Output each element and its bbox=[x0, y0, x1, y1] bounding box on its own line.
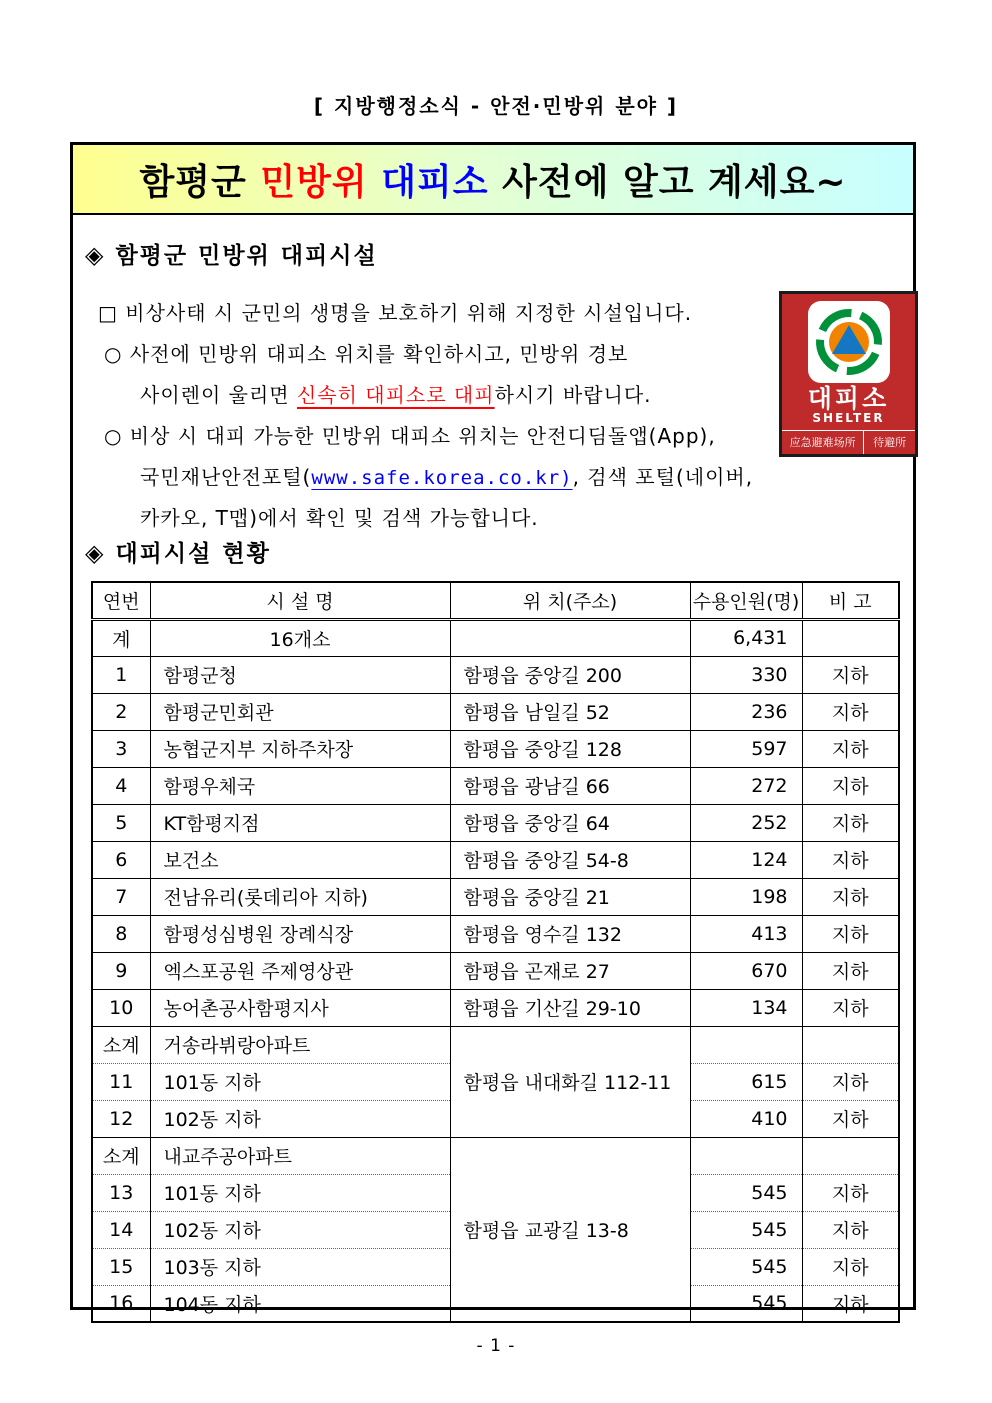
cell-no: 계 bbox=[92, 619, 150, 656]
cell-name: 103동 지하 bbox=[150, 1248, 450, 1285]
intro-lines bbox=[98, 293, 778, 539]
diamond-icon: ◈ bbox=[85, 539, 106, 567]
cell-name: 전남유리(롯데리아 지하) bbox=[150, 878, 450, 915]
cell-location: 함평읍 중앙길 200 bbox=[450, 656, 690, 693]
banner-title-part: 함평군 bbox=[139, 161, 261, 203]
col-header-note: 비 고 bbox=[802, 582, 899, 619]
cell-name: 엑스포공원 주제영상관 bbox=[150, 952, 450, 989]
table-row bbox=[92, 1026, 899, 1063]
cell-location bbox=[450, 619, 690, 656]
cell-note: 지하 bbox=[802, 1285, 899, 1322]
table-row bbox=[92, 1137, 899, 1174]
cell-note: 지하 bbox=[802, 656, 899, 693]
cell-name: 보건소 bbox=[150, 841, 450, 878]
shelter-table bbox=[91, 581, 900, 1323]
cell-note bbox=[802, 1137, 899, 1174]
shelter-emblem-icon bbox=[803, 300, 895, 386]
cell-note: 지하 bbox=[802, 730, 899, 767]
diamond-icon: ◈ bbox=[85, 241, 106, 269]
table-row bbox=[92, 619, 899, 656]
cell-no: 1 bbox=[92, 656, 150, 693]
cell-no: 5 bbox=[92, 804, 150, 841]
cell-note: 지하 bbox=[802, 1211, 899, 1248]
cell-name: KT함평지점 bbox=[150, 804, 450, 841]
intro-line bbox=[98, 375, 778, 416]
cell-capacity: 413 bbox=[690, 915, 802, 952]
section2-heading bbox=[85, 535, 271, 568]
intro-text: ○ 비상 시 대피 가능한 민방위 대피소 위치는 안전디딤돌앱(App), bbox=[104, 424, 716, 448]
cell-capacity: 597 bbox=[690, 730, 802, 767]
cell-location: 함평읍 광남길 66 bbox=[450, 767, 690, 804]
cell-capacity: 545 bbox=[690, 1211, 802, 1248]
cell-capacity: 236 bbox=[690, 693, 802, 730]
table-row bbox=[92, 804, 899, 841]
cell-no: 9 bbox=[92, 952, 150, 989]
shelter-table-body bbox=[92, 619, 899, 1322]
banner-title-part: 사전에 알고 계세요~ bbox=[502, 161, 847, 203]
cell-note: 지하 bbox=[802, 804, 899, 841]
intro-text: 사이렌이 울리면 bbox=[140, 383, 297, 407]
banner-title-part: 대피소 bbox=[381, 161, 503, 203]
table-row bbox=[92, 878, 899, 915]
table-row bbox=[92, 730, 899, 767]
col-header-cap: 수용인원(명) bbox=[690, 582, 802, 619]
cell-note bbox=[802, 619, 899, 656]
cell-no: 소계 bbox=[92, 1026, 150, 1063]
cell-location: 함평읍 남일길 52 bbox=[450, 693, 690, 730]
cell-no: 11 bbox=[92, 1063, 150, 1100]
cell-name: 내교주공아파트 bbox=[150, 1137, 450, 1174]
cell-capacity: 410 bbox=[690, 1100, 802, 1137]
cell-no: 8 bbox=[92, 915, 150, 952]
cell-capacity: 124 bbox=[690, 841, 802, 878]
cell-name: 함평성심병원 장례식장 bbox=[150, 915, 450, 952]
cell-name: 101동 지하 bbox=[150, 1063, 450, 1100]
cell-name: 함평군청 bbox=[150, 656, 450, 693]
cell-location: 함평읍 중앙길 21 bbox=[450, 878, 690, 915]
cell-capacity: 615 bbox=[690, 1063, 802, 1100]
shelter-sign-chinese-left: 应急避难场所 bbox=[782, 431, 864, 454]
table-row bbox=[92, 767, 899, 804]
cell-no: 12 bbox=[92, 1100, 150, 1137]
title-banner bbox=[73, 145, 913, 215]
banner-title-part: 민방위 bbox=[260, 161, 382, 203]
cell-location: 함평읍 중앙길 128 bbox=[450, 730, 690, 767]
cell-capacity: 272 bbox=[690, 767, 802, 804]
cell-name: 16개소 bbox=[150, 619, 450, 656]
intro-line bbox=[98, 416, 778, 457]
cell-location: 함평읍 중앙길 64 bbox=[450, 804, 690, 841]
cell-no: 3 bbox=[92, 730, 150, 767]
cell-note bbox=[802, 1026, 899, 1063]
emphasis-red-text: 신속히 대피소로 대피 bbox=[296, 383, 495, 407]
cell-location: 함평읍 기산길 29-10 bbox=[450, 989, 690, 1026]
cell-capacity: 6,431 bbox=[690, 619, 802, 656]
shelter-sign-chinese bbox=[782, 430, 915, 454]
col-header-no: 연번 bbox=[92, 582, 150, 619]
shelter-sign-chinese-right: 待避所 bbox=[873, 436, 907, 450]
page-number: - 1 - bbox=[476, 1336, 516, 1356]
cell-capacity: 330 bbox=[690, 656, 802, 693]
portal-url-link[interactable]: www.safe.korea.co.kr) bbox=[311, 467, 573, 489]
cell-capacity: 198 bbox=[690, 878, 802, 915]
intro-text: □ 비상사태 시 군민의 생명을 보호하기 위해 지정한 시설입니다. bbox=[98, 301, 693, 325]
intro-text: 카카오, T맵)에서 확인 및 검색 가능합니다. bbox=[140, 506, 539, 530]
intro-text: ○ 사전에 민방위 대피소 위치를 확인하시고, 민방위 경보 bbox=[104, 342, 629, 366]
cell-name: 함평군민회관 bbox=[150, 693, 450, 730]
cell-no: 2 bbox=[92, 693, 150, 730]
cell-capacity: 545 bbox=[690, 1174, 802, 1211]
intro-text: 국민재난안전포털( bbox=[140, 465, 312, 489]
shelter-sign bbox=[779, 291, 918, 457]
cell-no: 소계 bbox=[92, 1137, 150, 1174]
content-frame bbox=[70, 142, 916, 1316]
intro-line bbox=[98, 457, 778, 498]
intro-text: , 검색 포털(네이버, bbox=[572, 465, 754, 489]
table-header-row bbox=[92, 582, 899, 619]
cell-name: 거송라뷔랑아파트 bbox=[150, 1026, 450, 1063]
cell-note: 지하 bbox=[802, 767, 899, 804]
section2-heading-text: 대피시설 현황 bbox=[115, 541, 271, 567]
cell-note: 지하 bbox=[802, 1174, 899, 1211]
cell-note: 지하 bbox=[802, 952, 899, 989]
cell-capacity bbox=[690, 1137, 802, 1174]
table-row bbox=[92, 693, 899, 730]
document-header: [ 지방행정소식 - 안전·민방위 분야 ] bbox=[313, 94, 679, 118]
cell-note: 지하 bbox=[802, 841, 899, 878]
cell-location: 함평읍 곤재로 27 bbox=[450, 952, 690, 989]
cell-capacity: 252 bbox=[690, 804, 802, 841]
cell-capacity: 670 bbox=[690, 952, 802, 989]
cell-no: 13 bbox=[92, 1174, 150, 1211]
col-header-loc: 위 치(주소) bbox=[450, 582, 690, 619]
cell-name: 104동 지하 bbox=[150, 1285, 450, 1322]
section1-heading-text: 함평군 민방위 대피시설 bbox=[115, 243, 378, 269]
cell-capacity: 545 bbox=[690, 1248, 802, 1285]
shelter-sign-english: SHELTER bbox=[812, 411, 885, 425]
table-row bbox=[92, 841, 899, 878]
table-row bbox=[92, 915, 899, 952]
cell-note: 지하 bbox=[802, 915, 899, 952]
intro-line bbox=[98, 293, 778, 334]
shelter-sign-korean: 대피소 bbox=[807, 384, 890, 413]
table-row bbox=[92, 952, 899, 989]
cell-location: 함평읍 교광길 13-8 bbox=[450, 1137, 690, 1322]
cell-name: 농어촌공사함평지사 bbox=[150, 989, 450, 1026]
cell-note: 지하 bbox=[802, 1248, 899, 1285]
cell-no: 4 bbox=[92, 767, 150, 804]
cell-note: 지하 bbox=[802, 878, 899, 915]
cell-location: 함평읍 영수길 132 bbox=[450, 915, 690, 952]
intro-line bbox=[98, 334, 778, 375]
table-row bbox=[92, 989, 899, 1026]
cell-capacity: 134 bbox=[690, 989, 802, 1026]
section1-heading bbox=[85, 237, 378, 270]
cell-capacity: 545 bbox=[690, 1285, 802, 1322]
cell-no: 6 bbox=[92, 841, 150, 878]
cell-name: 102동 지하 bbox=[150, 1211, 450, 1248]
col-header-name: 시 설 명 bbox=[150, 582, 450, 619]
cell-name: 농협군지부 지하주차장 bbox=[150, 730, 450, 767]
cell-no: 10 bbox=[92, 989, 150, 1026]
cell-note: 지하 bbox=[802, 989, 899, 1026]
cell-note: 지하 bbox=[802, 1100, 899, 1137]
cell-name: 102동 지하 bbox=[150, 1100, 450, 1137]
cell-note: 지하 bbox=[802, 1063, 899, 1100]
cell-name: 101동 지하 bbox=[150, 1174, 450, 1211]
cell-name: 함평우체국 bbox=[150, 767, 450, 804]
cell-capacity bbox=[690, 1026, 802, 1063]
intro-line bbox=[98, 498, 778, 539]
cell-location: 함평읍 내대화길 112-11 bbox=[450, 1026, 690, 1137]
cell-location: 함평읍 중앙길 54-8 bbox=[450, 841, 690, 878]
cell-note: 지하 bbox=[802, 693, 899, 730]
cell-no: 15 bbox=[92, 1248, 150, 1285]
intro-text: 하시기 바랍니다. bbox=[494, 383, 652, 407]
cell-no: 7 bbox=[92, 878, 150, 915]
cell-no: 14 bbox=[92, 1211, 150, 1248]
table-row bbox=[92, 656, 899, 693]
cell-no: 16 bbox=[92, 1285, 150, 1322]
